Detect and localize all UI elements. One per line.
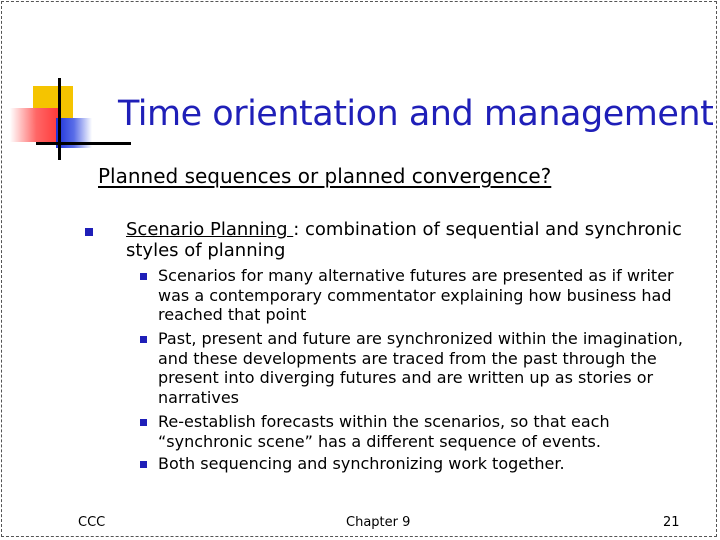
slide-title: Time orientation and management bbox=[118, 94, 714, 134]
slide-subtitle: Planned sequences or planned convergence? bbox=[98, 164, 552, 188]
sub-bullet-item: Both sequencing and synchronizing work together. bbox=[158, 454, 565, 473]
decorative-horizontal-line bbox=[36, 142, 131, 145]
decorative-red-square bbox=[10, 108, 58, 142]
sub-bullet-item: Re-establish forecasts within the scenarios, so that each “synchronic scene” has a different sequence of events. bbox=[158, 412, 610, 451]
footer-left: CCC bbox=[78, 515, 106, 530]
decorative-vertical-line bbox=[58, 78, 61, 160]
page-number: 21 bbox=[663, 515, 680, 530]
sub-bullet-icon bbox=[140, 461, 147, 468]
sub-bullet-item: Past, present and future are synchronized within the imagination, and these developments are traced from the past through the present into diverging futures and are written up as stories or narratives bbox=[158, 329, 683, 407]
sub-bullet-icon bbox=[140, 273, 147, 280]
bullet-square-icon bbox=[85, 228, 93, 236]
sub-bullet-icon bbox=[140, 419, 147, 426]
sub-bullet-icon bbox=[140, 336, 147, 343]
main-bullet-label: Scenario Planning bbox=[126, 219, 294, 240]
footer-chapter: Chapter 9 bbox=[346, 515, 411, 530]
main-bullet bbox=[126, 219, 696, 261]
main-bullet-text: : combination of sequential and synchronic styles of planning bbox=[126, 219, 682, 261]
sub-bullet-item: Scenarios for many alternative futures are presented as if writer was a contemporary commentator explaining how business had reached that point bbox=[158, 266, 674, 324]
